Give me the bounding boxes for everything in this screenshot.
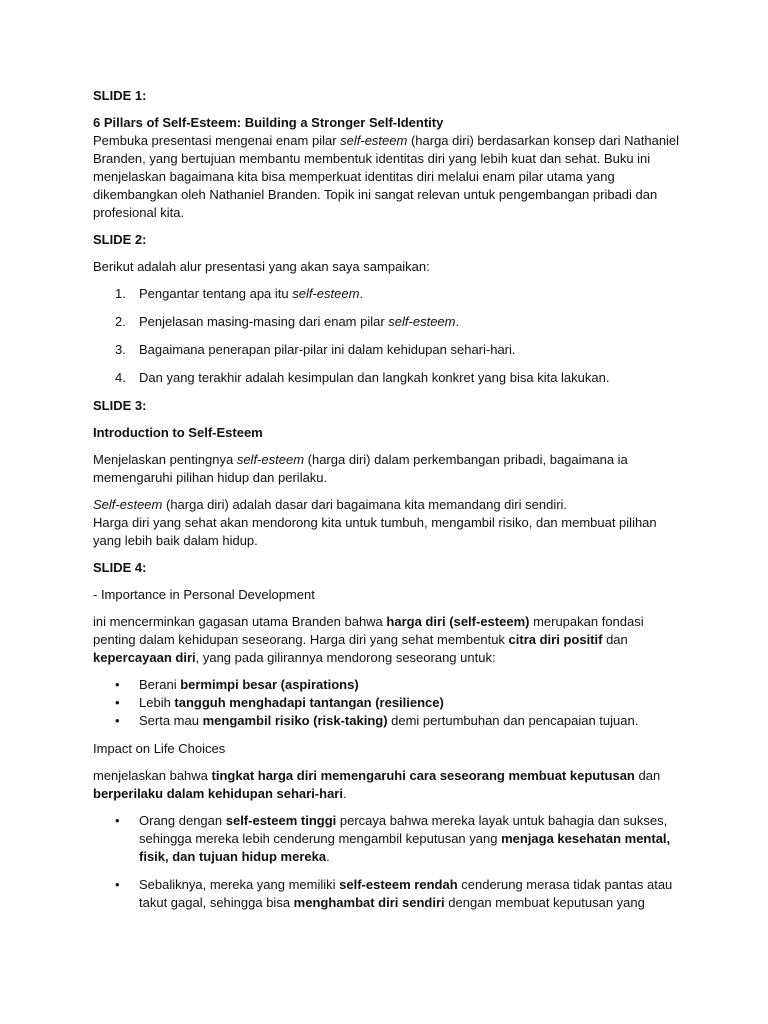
list-number: 3. [115, 342, 126, 357]
list-number: 4. [115, 370, 126, 385]
text-run: Dan yang terakhir adalah kesimpulan dan langkah konkret yang bisa kita lakukan. [139, 370, 610, 385]
list-item [93, 712, 683, 730]
emphasis-text: Self-esteem [93, 497, 163, 512]
bullet-icon: • [115, 713, 120, 728]
text-run: Berani [139, 677, 181, 692]
slide-3-paragraph-2 [93, 496, 683, 550]
bullet-icon: • [115, 877, 120, 892]
text-run: demi pertumbuhan dan pencapaian tujuan. [387, 713, 639, 728]
impact-title: Impact on Life Choices [93, 741, 226, 756]
document-body [93, 87, 683, 922]
bullet-icon: • [115, 695, 120, 710]
slide-2-heading: SLIDE 2: [93, 232, 147, 247]
text-run: . [342, 786, 347, 801]
text-run: Menjelaskan pentingnya [93, 452, 237, 467]
slide-1-title: 6 Pillars of Self-Esteem: Building a Stronger Self-Identity [93, 115, 444, 130]
text-run: dan [634, 768, 661, 783]
slide-2-intro: Berikut adalah alur presentasi yang akan saya sampaikan: [93, 259, 430, 274]
slide-4-subtitle: - Importance in Personal Development [93, 587, 315, 602]
text-run: Serta mau [139, 713, 203, 728]
bold-text: bermimpi besar (aspirations) [180, 677, 359, 692]
bullet-icon: • [115, 677, 120, 692]
slide-3-heading: SLIDE 3: [93, 398, 147, 413]
list-item [93, 812, 683, 866]
list-number: 1. [115, 286, 126, 301]
text-run: merupakan fondasi penting dalam kehidupan seseorang. Harga diri yang sehat membentuk [93, 614, 644, 647]
agenda-item [93, 313, 683, 331]
agenda-item [93, 341, 683, 359]
slide-4-paragraph-1 [93, 613, 683, 667]
agenda-item [93, 285, 683, 303]
bullet-icon: • [115, 813, 120, 828]
bold-text: self-esteem rendah [339, 877, 458, 892]
impact-list [93, 812, 683, 912]
text-run: . [326, 849, 330, 864]
bold-text: mengambil risiko (risk-taking) [202, 713, 388, 728]
text-run: dan [602, 632, 628, 647]
bold-text: menjaga kesehatan mental, fisik, dan tujuan hidup mereka [139, 831, 671, 864]
list-item [93, 876, 683, 912]
text-run: Pengantar tentang apa itu [139, 286, 293, 301]
bold-text: menghambat diri sendiri [293, 895, 445, 910]
list-item [93, 694, 683, 712]
emphasis-text: self-esteem [292, 286, 360, 301]
slide-4-paragraph-2 [93, 767, 683, 803]
text-run: percaya bahwa mereka layak untuk bahagia dan sukses, sehingga mereka lebih cenderung mengambil keputusan yang [139, 813, 668, 846]
emphasis-text: self-esteem [340, 133, 408, 148]
slide-1-paragraph [93, 132, 683, 222]
slide-4-heading: SLIDE 4: [93, 560, 147, 575]
text-run: Penjelasan masing-masing dari enam pilar [139, 314, 389, 329]
list-item [93, 676, 683, 694]
aspiration-list [93, 676, 683, 730]
emphasis-text: self-esteem [236, 452, 305, 467]
text-run: , yang pada gilirannya mendorong seseorang untuk: [195, 650, 496, 665]
text-run: cenderung merasa tidak pantas atau takut gagal, sehingga bisa [139, 877, 673, 910]
agenda-item [93, 369, 683, 387]
text-run: Pembuka presentasi mengenai enam pilar [93, 133, 341, 148]
bold-text: tingkat harga diri memengaruhi cara seseorang membuat keputusan [211, 768, 635, 783]
text-run: Harga diri yang sehat akan mendorong kita untuk tumbuh, mengambil risiko, dan membuat pilihan yang lebih baik dalam hidup. [93, 515, 657, 548]
text-run: menjelaskan bahwa [93, 768, 212, 783]
text-run: Sebaliknya, mereka yang memiliki [139, 877, 340, 892]
slide-3-paragraph-1 [93, 451, 683, 487]
text-run: (harga diri) dalam perkembangan pribadi, bagaimana ia memengaruhi pilihan hidup dan perilaku. [93, 452, 628, 485]
text-run: Orang dengan [139, 813, 226, 828]
agenda-list [93, 285, 683, 387]
text-run: Lebih [139, 695, 175, 710]
bold-text: self-esteem tinggi [225, 813, 337, 828]
list-number: 2. [115, 314, 126, 329]
text-run: dengan membuat keputusan yang [444, 895, 645, 910]
slide-3-title: Introduction to Self-Esteem [93, 425, 263, 440]
text-run: Bagaimana penerapan pilar-pilar ini dalam kehidupan sehari-hari. [139, 342, 516, 357]
text-run: (harga diri) adalah dasar dari bagaimana kita memandang diri sendiri. [162, 497, 568, 512]
text-run: ini mencerminkan gagasan utama Branden bahwa [93, 614, 387, 629]
bold-text: kepercayaan diri [93, 650, 196, 665]
bold-text: tangguh menghadapi tantangan (resilience) [174, 695, 444, 710]
bold-text: harga diri (self-esteem) [386, 614, 530, 629]
slide-1-heading: SLIDE 1: [93, 88, 147, 103]
text-run: . [455, 314, 460, 329]
bold-text: berperilaku dalam kehidupan sehari-hari [93, 786, 343, 801]
text-run: (harga diri) berdasarkan konsep dari Nathaniel Branden, yang bertujuan membantu membentuk identitas diri yang lebih kuat dan sehat. Buku ini menjelaskan bagaimana kita bisa memperkuat identitas diri melalui enam pilar utama yang dikembangkan oleh Nathaniel Branden. Topik ini sangat relevan untuk pengembangan pribadi dan profesional kita. [93, 133, 680, 220]
text-run: . [359, 286, 364, 301]
bold-text: citra diri positif [508, 632, 603, 647]
emphasis-text: self-esteem [388, 314, 456, 329]
